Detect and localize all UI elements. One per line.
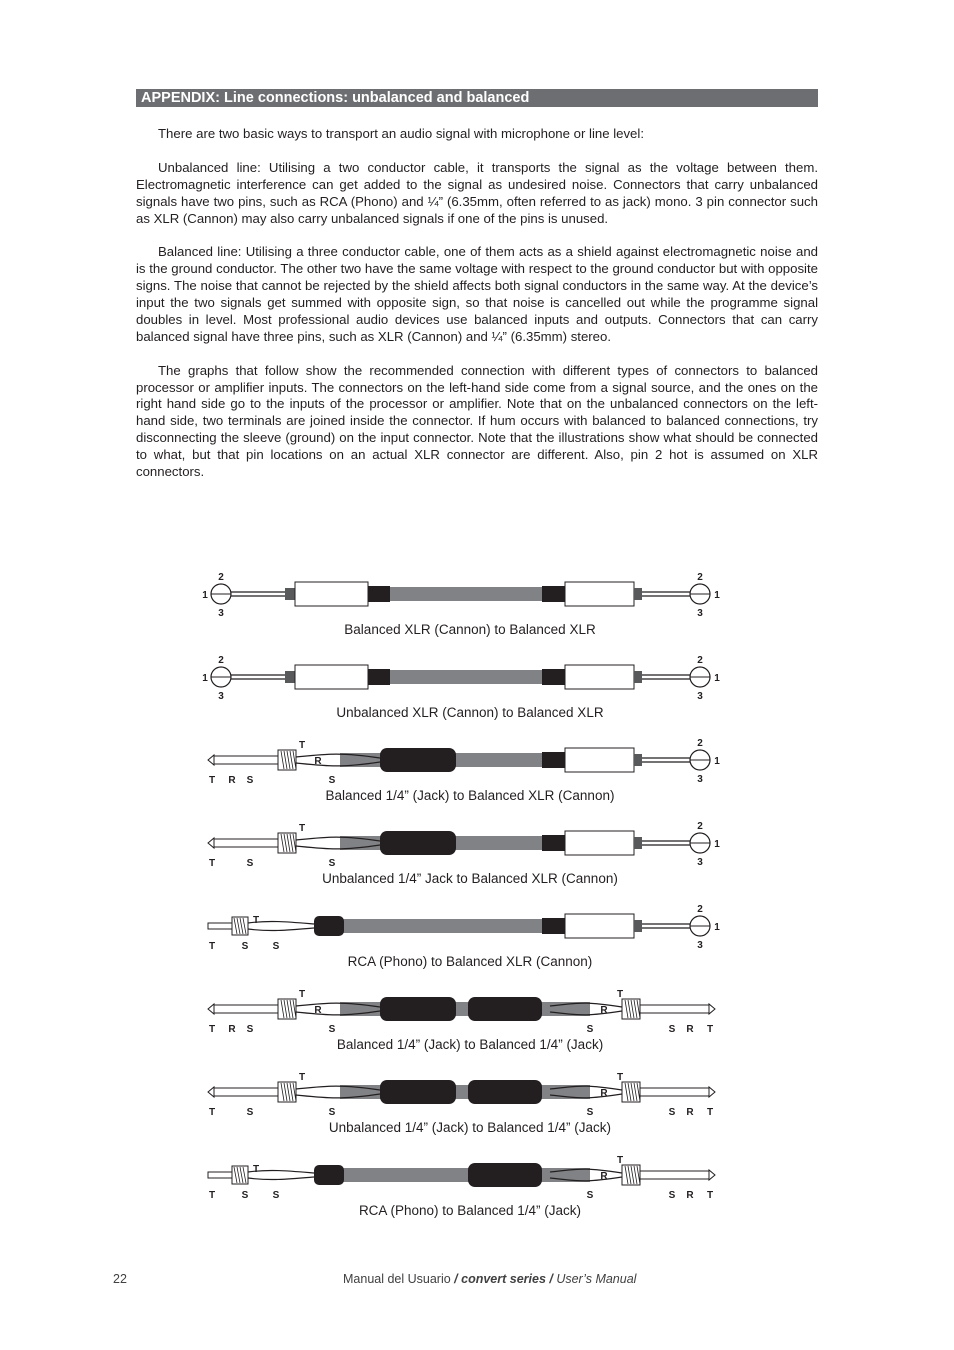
xlr-pin-label: 3 [697,940,703,951]
connector-collar [634,754,642,766]
diagram-caption: RCA (Phono) to Balanced XLR (Cannon) [347,954,593,969]
jack-boot [468,1163,542,1187]
footer-series: / convert series / [450,1272,557,1286]
strain-relief [542,835,565,851]
paragraph-balanced: Balanced line: Utilising a three conductor cable, one of them acts as a shield against electromagnetic noise and is the ground conductor. The other two have the same voltage with respect to the ground conductor but with opposite signs. The noise that cannot be rejected by the shield affects both signal conductors in the same way. At the device’s input the two signals get summed with opposite sign, so that noise is cancelled out while the programme signal doubles in level. Most professional audio devices use balanced inputs and outputs. Connectors that can carry balanced signal have three pins, such as XLR (Cannon) and ¼” (6.35mm) stereo. [136,244,818,344]
paragraph-intro: There are two basic ways to transport an audio signal with microphone or line level: [158,126,644,141]
cable-body [340,1168,590,1182]
diagram-caption: Unbalanced XLR (Cannon) to Balanced XLR [336,705,604,720]
jack-pin-label: R [228,1024,236,1035]
cable-body [340,1002,590,1016]
cable-illustration [190,736,750,816]
jack-pin-label: R [314,1005,322,1016]
connector-collar [285,588,295,600]
jack-sleeve [635,1088,709,1096]
cable-illustration [190,1151,750,1231]
strain-relief [542,669,565,685]
jack-pin-label: T [706,1190,714,1201]
connector-collar [634,588,642,600]
xlr-shell [565,582,634,606]
section-heading: APPENDIX: Line connections: unbalanced and balanced [136,89,818,107]
jack-pin-label: T [298,1072,306,1083]
connector-collar [634,671,642,683]
footer-manual-suffix: User’s Manual [556,1272,637,1286]
diagram-caption: Balanced 1/4” (Jack) to Balanced XLR (Cannon) [325,788,615,803]
jack-pin-label: S [328,1107,336,1118]
jack-sleeve [214,1088,288,1096]
jack-pin-label: T [208,1024,216,1035]
jack-sleeve [214,1005,288,1013]
jack-pin-label: R [686,1107,694,1118]
rca-pin-label: T [252,915,260,926]
cable-diagram-8 [190,1151,750,1231]
jack-boot [380,1080,456,1104]
cable-diagram-7 [190,1068,750,1148]
jack-pin-label: T [298,740,306,751]
jack-pin-label: S [246,775,254,786]
xlr-pin-label: 1 [714,756,720,767]
cable-body [340,1085,590,1099]
jack-pin-label: T [616,1155,624,1166]
jack-pin-label: R [600,1171,608,1182]
rca-boot [314,1165,344,1185]
xlr-pin-label: 1 [714,922,720,933]
xlr-pin-label: 1 [714,590,720,601]
paragraph-graphs: The graphs that follow show the recommended connection with different types of connectors to balanced processor or amplifier inputs. The connectors on the left-hand side come from a signal source, and the ones on the right hand side go to the inputs of the processor or amplifier. Note that on the unbalanced connectors on the left-hand side, two terminals are joined inside the connector. If hum occurs with balanced to balanced connections, try disconnecting the sleeve (ground) on the input connector. Note that the illustrations show what should be connected to what, but that pin locations on an actual XLR connector are different. Also, pin 2 hot is assumed on XLR connectors. [136,362,818,480]
rca-pin-label: T [208,1190,216,1201]
rca-boot [314,916,344,936]
cable-illustration [190,1068,750,1148]
xlr-pin-label: 2 [697,572,703,583]
xlr-pin-label: 3 [697,691,703,702]
rca-pin [208,1172,232,1178]
xlr-pin-label: 3 [697,857,703,868]
footer-title [343,1272,636,1286]
jack-pin-label: S [668,1024,676,1035]
rca-pin-label: S [241,1190,249,1201]
wire [248,928,314,931]
xlr-pin-label: 2 [697,738,703,749]
rca-pin [208,923,232,929]
xlr-pin-label: 1 [202,673,208,684]
jack-tip [709,1004,715,1014]
cable-diagram-5 [190,902,750,982]
jack-pin-label: S [328,775,336,786]
cable-diagram-6 [190,985,750,1065]
diagram-caption: Balanced XLR (Cannon) to Balanced XLR [344,622,596,637]
cable-diagram-1 [190,570,750,650]
xlr-pin-label: 3 [218,608,224,619]
xlr-pin-label: 3 [697,608,703,619]
jack-boot [380,748,456,772]
cable-diagram-3 [190,736,750,816]
cable-diagram-4 [190,819,750,899]
jack-pin-label: T [208,775,216,786]
jack-pin-label: S [668,1190,676,1201]
jack-tip [709,1087,715,1097]
diagram-caption: Balanced 1/4” (Jack) to Balanced 1/4” (Jack) [336,1037,604,1052]
jack-pin-label: T [616,1072,624,1083]
jack-sleeve [635,1171,709,1179]
xlr-pin-label: 3 [697,774,703,785]
jack-pin-label: T [298,823,306,834]
jack-pin-label: T [208,1107,216,1118]
jack-boot [380,831,456,855]
rca-pin-label: S [241,941,249,952]
jack-tip [208,1004,214,1014]
connector-collar [634,920,642,932]
connector-collar [285,671,295,683]
jack-pin-label: S [246,1107,254,1118]
jack-tip [208,1087,214,1097]
xlr-pin-label: 2 [697,821,703,832]
jack-tip [208,755,214,765]
cable-illustration [190,570,750,650]
jack-pin-label: R [314,756,322,767]
diagram-caption: Unbalanced 1/4” Jack to Balanced XLR (Cannon) [322,871,618,886]
rca-pin-label: S [272,1190,280,1201]
jack-pin-label: R [600,1005,608,1016]
jack-pin-label: S [668,1107,676,1118]
xlr-pin-label: 1 [714,673,720,684]
jack-pin-label: T [208,858,216,869]
jack-sleeve [635,1005,709,1013]
xlr-pin-label: 2 [697,655,703,666]
jack-sleeve [214,756,288,764]
jack-pin-label: T [298,989,306,1000]
jack-pin-label: S [586,1190,594,1201]
xlr-shell [565,914,634,938]
jack-tip [208,838,214,848]
jack-sleeve [214,839,288,847]
xlr-pin-label: 2 [218,572,224,583]
jack-pin-label: R [228,775,236,786]
paragraph-unbalanced: Unbalanced line: Utilising a two conductor cable, it transports the signal as the voltage between them. Electromagnetic interference can get added to the signal as undesired noise. Connectors that carry unbalanced signals have two pins, such as RCA (Phono) and ¼” (6.35mm, often referred to as jack) mono. 3 pin connector such as XLR (Cannon) may also carry unbalanced signals if one of the pins is unused. [136,159,818,226]
cable-illustration [190,819,750,899]
body-text [136,126,818,498]
jack-pin-label: T [706,1024,714,1035]
rca-pin-label: T [252,1164,260,1175]
page-number: 22 [113,1272,127,1286]
xlr-shell [295,665,368,689]
diagram-caption: RCA (Phono) to Balanced 1/4” (Jack) [358,1203,582,1218]
strain-relief [542,752,565,768]
xlr-shell [565,748,634,772]
strain-relief [542,586,565,602]
jack-pin-label: R [686,1024,694,1035]
cable-diagram-2 [190,653,750,733]
jack-pin-label: R [600,1088,608,1099]
jack-pin-label: S [586,1107,594,1118]
rca-pin-label: S [272,941,280,952]
cable-illustration [190,653,750,733]
xlr-pin-label: 1 [202,590,208,601]
jack-pin-label: T [616,989,624,1000]
cable-illustration [190,985,750,1065]
strain-relief [542,918,565,934]
xlr-pin-label: 3 [218,691,224,702]
jack-boot [380,997,456,1021]
footer-manual-prefix: Manual del Usuario [343,1272,451,1286]
xlr-pin-label: 1 [714,839,720,850]
xlr-shell [565,831,634,855]
xlr-pin-label: 2 [697,904,703,915]
connector-collar [634,837,642,849]
jack-boot [468,1080,542,1104]
jack-pin-label: S [246,858,254,869]
xlr-pin-label: 2 [218,655,224,666]
diagram-caption: Unbalanced 1/4” (Jack) to Balanced 1/4” (Jack) [328,1120,612,1135]
jack-pin-label: R [686,1190,694,1201]
strain-relief [368,586,390,602]
jack-boot [468,997,542,1021]
jack-pin-label: S [328,858,336,869]
jack-pin-label: S [246,1024,254,1035]
wire [248,1177,314,1180]
rca-pin-label: T [208,941,216,952]
jack-pin-label: S [586,1024,594,1035]
xlr-shell [295,582,368,606]
jack-pin-label: T [706,1107,714,1118]
jack-tip [709,1170,715,1180]
jack-pin-label: S [328,1024,336,1035]
strain-relief [368,669,390,685]
cable-illustration [190,902,750,982]
xlr-shell [565,665,634,689]
